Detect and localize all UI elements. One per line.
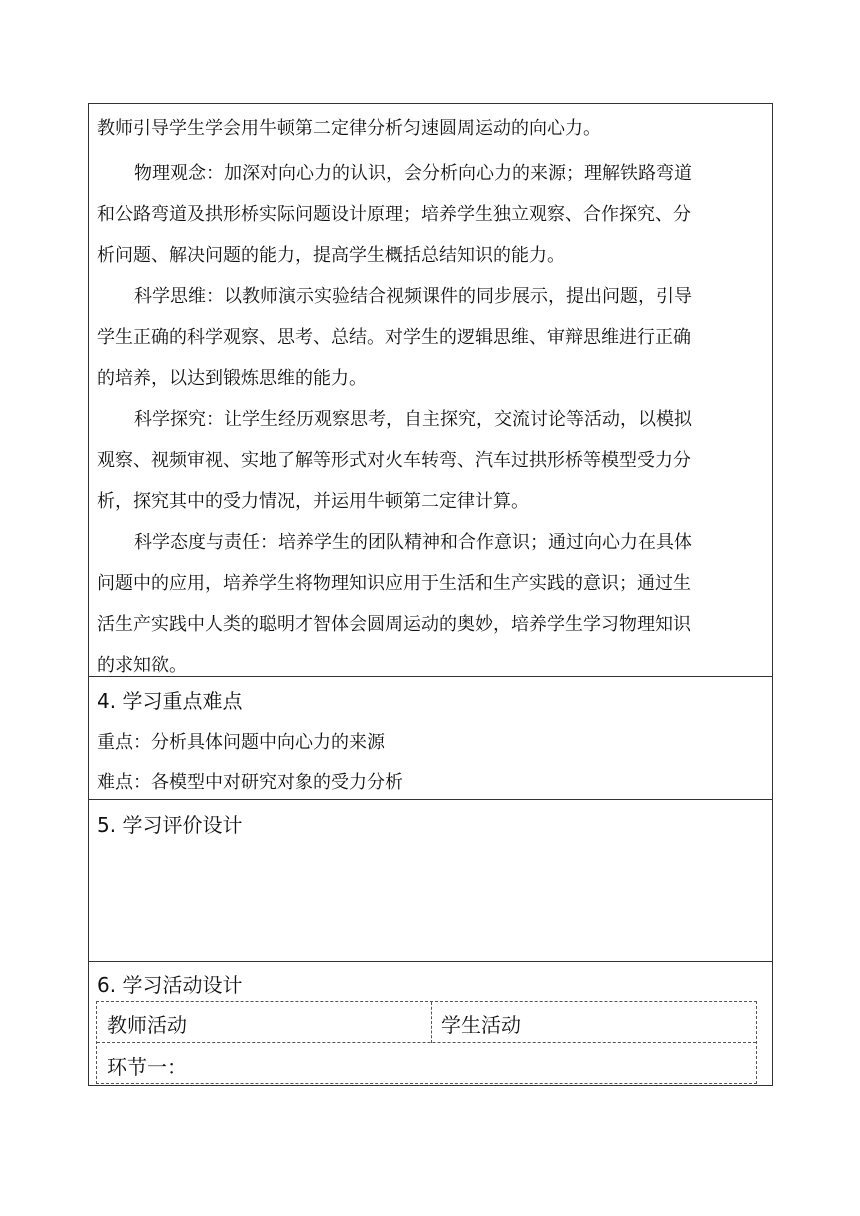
column-divider	[431, 1002, 432, 1043]
objective-line: 析问题、解决问题的能力，提高学生概括总结知识的能力。	[97, 245, 565, 266]
lesson-plan-table	[88, 103, 773, 1086]
objective-line: 科学态度与责任：培养学生的团队精神和合作意识；通过向心力在具体	[134, 532, 692, 553]
key-point-label: 重点：	[97, 732, 151, 753]
difficulty-label: 难点：	[97, 772, 151, 793]
student-activity-header: 学生活动	[441, 1013, 521, 1037]
stage-one-label: 环节一：	[107, 1055, 187, 1079]
objective-line: 科学探究：让学生经历观察思考，自主探究，交流讨论等活动，以模拟	[134, 409, 692, 430]
difficulty-text: 各模型中对研究对象的受力分析	[151, 772, 403, 793]
objective-line: 观察、视频审视、实地了解等形式对火车转弯、汽车过拱形桥等模型受力分	[97, 450, 691, 471]
activity-header-row	[97, 1002, 756, 1043]
key-point	[97, 730, 385, 756]
objective-line: 活生产实践中人类的聪明才智体会圆周运动的奥妙，培养学生学习物理知识	[97, 614, 691, 635]
objective-line: 析，探究其中的受力情况，并运用牛顿第二定律计算。	[97, 491, 529, 512]
objective-line: 的培养，以达到锻炼思维的能力。	[97, 368, 367, 389]
section6-title: 6. 学习活动设计	[97, 973, 243, 997]
section4-title: 4. 学习重点难点	[97, 689, 243, 713]
key-point-text: 分析具体问题中向心力的来源	[151, 732, 385, 753]
difficulty-point	[97, 770, 403, 796]
objective-line: 问题中的应用，培养学生将物理知识应用于生活和生产实践的意识；通过生	[97, 573, 691, 594]
row-divider	[89, 676, 772, 677]
row-divider	[89, 961, 772, 962]
activity-table	[96, 1001, 757, 1084]
objective-line: 和公路弯道及拱形桥实际问题设计原理；培养学生独立观察、合作探究、分	[97, 204, 691, 225]
objective-line: 科学思维：以教师演示实验结合视频课件的同步展示，提出问题，引导	[134, 286, 692, 307]
objective-line: 学生正确的科学观察、思考、总结。对学生的逻辑思维、审辩思维进行正确	[97, 327, 691, 348]
objective-line: 物理观念：加深对向心力的认识，会分析向心力的来源；理解铁路弯道	[134, 163, 692, 184]
teacher-activity-header: 教师活动	[107, 1013, 187, 1037]
intro-line: 教师引导学生学会用牛顿第二定律分析匀速圆周运动的向心力。	[97, 118, 601, 139]
section5-title: 5. 学习评价设计	[97, 813, 243, 837]
objective-line: 的求知欲。	[97, 655, 187, 676]
row-divider	[89, 799, 772, 800]
